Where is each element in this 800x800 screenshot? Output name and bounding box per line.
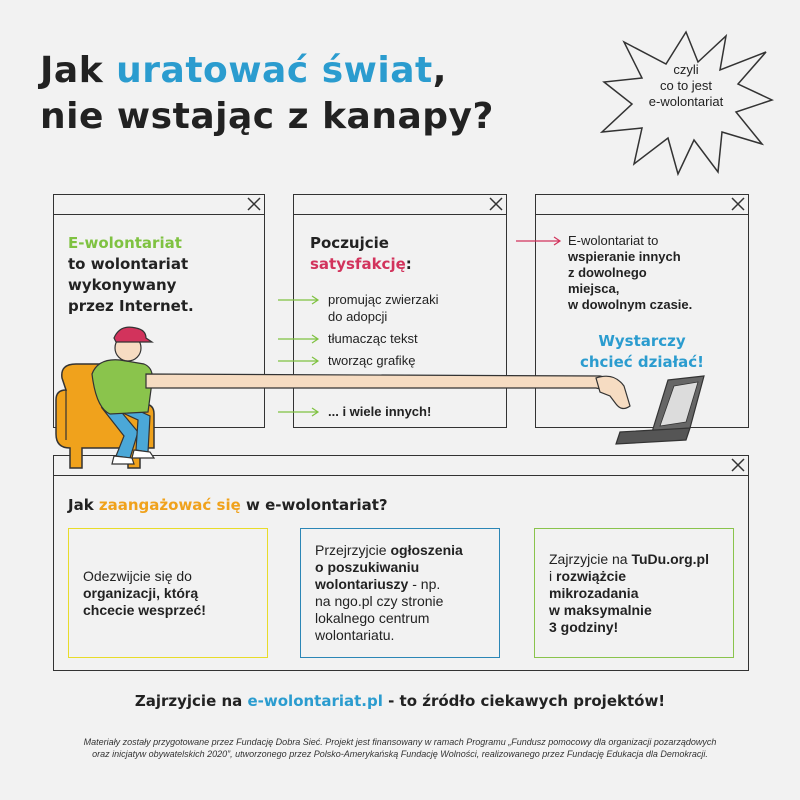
window-title-bar bbox=[536, 195, 748, 215]
close-icon[interactable] bbox=[730, 196, 746, 212]
tip-box-organization: Odezwijcie się do organizacji, którą chcecie wesprzeć! bbox=[68, 528, 268, 658]
engage-question: Jak zaangażować się w e-wolontariat? bbox=[68, 496, 388, 514]
e-wolontariat-link[interactable]: e-wolontariat.pl bbox=[247, 692, 383, 710]
arrow-right-icon bbox=[278, 295, 320, 305]
arrow-right-icon bbox=[516, 236, 562, 246]
close-icon[interactable] bbox=[488, 196, 504, 212]
close-icon[interactable] bbox=[730, 457, 746, 473]
footer-credits: Materiały zostały przygotowane przez Fundację Dobra Sieć. Projekt jest finansowany w ramach Programu „Fundusz pomocowy dla organizacji pozarządowych oraz inicjatyw obywatelskich 2020”, utworzonego przez Polsko-Amerykańską Fundację Wolności, realizowanego przez Fundację Edukacja dla Demokracji. bbox=[83, 737, 717, 759]
page-title: Jak uratować świat, nie wstając z kanapy? bbox=[40, 50, 494, 137]
bottom-banner: Zajrzyjcie na e-wolontariat.pl - to źródło ciekawych projektów! bbox=[134, 692, 666, 710]
volunteer-illustration bbox=[40, 316, 720, 476]
list-item: promując zwierzaki do adopcji bbox=[278, 291, 506, 325]
laptop-icon bbox=[616, 376, 704, 444]
tip-box-announcements: Przejrzyjcie ogłoszenia o poszukiwaniu wolontariuszy - np. na ngo.pl czy stronie lokalnego centrum wolontariatu. bbox=[300, 528, 500, 658]
tip-box-tudu: Zajrzyjcie na TuDu.org.pl i rozwiążcie mikrozadania w maksymalnie 3 godziny! bbox=[534, 528, 734, 658]
window-title-bar bbox=[294, 195, 506, 215]
explanation-text: E-wolontariat to wspieranie innych z dowolnego miejsca, w dowolnym czasie. bbox=[568, 233, 692, 313]
definition-text: E-wolontariat to wolontariat wykonywany przez Internet. bbox=[68, 234, 194, 315]
window-how-to-engage bbox=[53, 455, 749, 671]
list-item: ... i wiele innych! bbox=[278, 403, 431, 420]
close-icon[interactable] bbox=[246, 196, 262, 212]
star-badge-text: czyli co to jest e-wolontariat bbox=[648, 62, 724, 109]
list-item: tłumacząc tekst bbox=[278, 330, 506, 347]
list-item: tworząc grafikę bbox=[278, 352, 506, 369]
window-title-bar bbox=[54, 195, 264, 215]
call-to-action: Wystarczy chcieć działać! bbox=[579, 332, 705, 371]
satisfaction-heading: Poczujcie satysfakcję: bbox=[310, 234, 412, 273]
